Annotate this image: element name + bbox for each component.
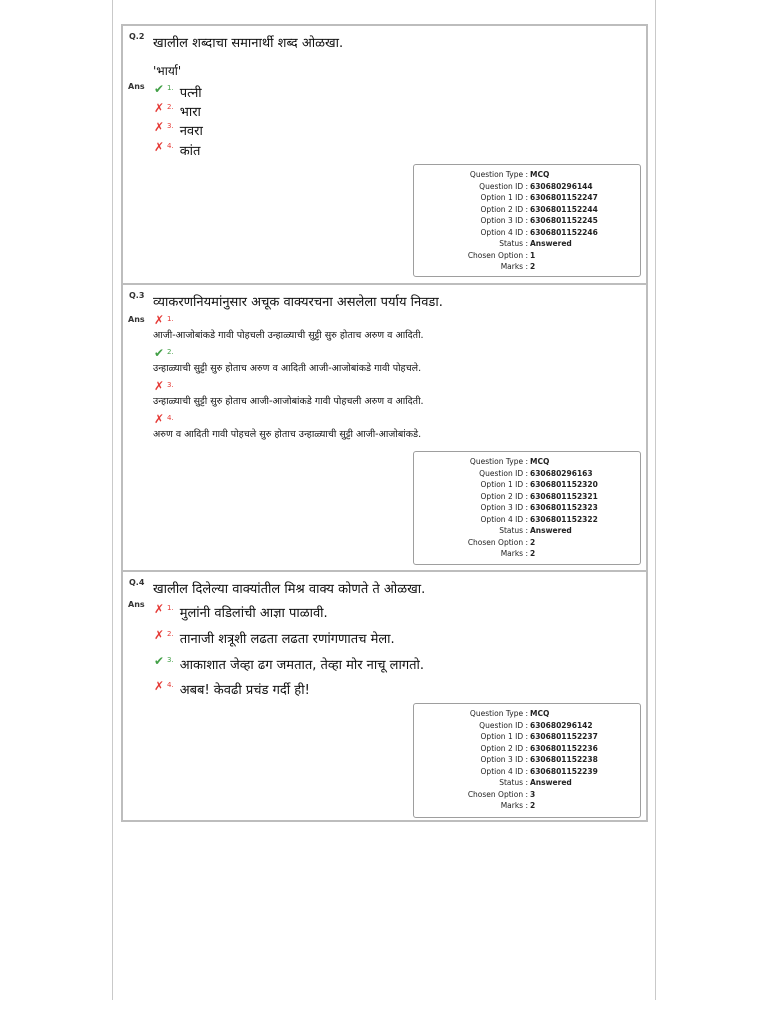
- option-2: [154, 102, 201, 120]
- question-number: Q.2: [129, 32, 145, 41]
- option-text: भारा: [179, 105, 201, 120]
- option-number: 4.: [167, 681, 174, 689]
- option-4-text: अरुण व आदिती गावी पोहचले सुरु होताच उन्हाळ्याची सुट्टी आजी-आजोबांकडे.: [153, 429, 422, 440]
- option-text: पत्नी: [179, 86, 202, 101]
- option-number: 1.: [167, 315, 174, 323]
- option-number: 2.: [167, 103, 174, 111]
- option-2: [154, 629, 395, 647]
- option-number: 4.: [167, 414, 174, 422]
- answer-label: Ans: [128, 82, 145, 91]
- option-1-text: आजी-आजोबांकडे गावी पोहचली उन्हाळ्याची सुट्टी सुरु होताच अरुण व आदिती.: [153, 330, 424, 341]
- cross-icon: ✗: [154, 313, 165, 327]
- option-number: 4.: [167, 142, 174, 150]
- question-info-box: Question Type : MCQ Question ID : 630680296142 Option 1 ID : 6306801152237 Option 2 ID : 6306801152236 Option 3 ID : 6306801152238 Option 4 ID : 6306801152239 Status : Answered Chosen Option : 3 Marks : 2: [413, 703, 641, 818]
- question-text: खालील दिलेल्या वाक्यांतील मिश्र वाक्य कोणते ते ओळखा.: [153, 582, 426, 597]
- option-text: कांत: [179, 144, 201, 159]
- cross-icon: ✗: [154, 140, 165, 154]
- question-block-q4: [121, 570, 648, 822]
- option-number: 2.: [167, 348, 174, 356]
- question-number: Q.4: [129, 578, 145, 587]
- question-block-q3: [121, 283, 648, 570]
- cross-icon: ✗: [154, 379, 165, 393]
- option-number: 3.: [167, 381, 174, 389]
- answer-label: Ans: [128, 600, 145, 609]
- question-block-q2: [121, 24, 648, 283]
- question-text: व्याकरणनियमांनुसार अचूक वाक्यरचना असलेला पर्याय निवडा.: [153, 295, 443, 310]
- option-1: [154, 83, 202, 101]
- check-icon: ✔: [154, 346, 165, 360]
- check-icon: ✔: [154, 654, 165, 668]
- cross-icon: ✗: [154, 628, 165, 642]
- option-4: [154, 141, 200, 159]
- answer-label: Ans: [128, 315, 145, 324]
- page-left-rule: [112, 0, 113, 1000]
- option-3: [154, 655, 424, 673]
- option-4: [154, 680, 310, 698]
- question-info-box: Question Type : MCQ Question ID : 630680296163 Option 1 ID : 6306801152320 Option 2 ID : 6306801152321 Option 3 ID : 6306801152323 Option 4 ID : 6306801152322 Status : Answered Chosen Option : 2 Marks : 2: [413, 451, 641, 565]
- option-3: [154, 121, 203, 139]
- option-text: नवरा: [179, 124, 203, 139]
- cross-icon: ✗: [154, 120, 165, 134]
- option-1-marker: [154, 314, 180, 326]
- option-4-marker: [154, 413, 180, 425]
- option-number: 2.: [167, 630, 174, 638]
- option-2-text: उन्हाळ्याची सुट्टी सुरु होताच अरुण व आदिती आजी-आजोबांकडे गावी पोहचले.: [153, 363, 422, 374]
- cross-icon: ✗: [154, 602, 165, 616]
- cross-icon: ✗: [154, 679, 165, 693]
- option-2-marker: [154, 347, 180, 359]
- cross-icon: ✗: [154, 412, 165, 426]
- option-number: 1.: [167, 84, 174, 92]
- option-number: 1.: [167, 604, 174, 612]
- option-text: तानाजी शत्रूशी लढता लढता रणांगणातच मेला.: [179, 632, 395, 647]
- cross-icon: ✗: [154, 101, 165, 115]
- option-text: अबब! केवढी प्रचंड गर्दी ही!: [179, 683, 310, 698]
- option-number: 3.: [167, 122, 174, 130]
- option-3-text: उन्हाळ्याची सुट्टी सुरु होताच आजी-आजोबांकडे गावी पोहचली अरुण व आदिती.: [153, 396, 424, 407]
- question-number: Q.3: [129, 291, 145, 300]
- page-right-rule: [655, 0, 656, 1000]
- option-text: मुलांनी वडिलांची आज्ञा पाळावी.: [179, 606, 328, 621]
- option-number: 3.: [167, 656, 174, 664]
- question-subtext: 'भार्या': [153, 64, 182, 78]
- option-3-marker: [154, 380, 180, 392]
- option-1: [154, 603, 328, 621]
- question-text: खालील शब्दाचा समानार्थी शब्द ओळखा.: [153, 36, 344, 51]
- check-icon: ✔: [154, 82, 165, 96]
- question-info-box: Question Type : MCQ Question ID : 630680296144 Option 1 ID : 6306801152247 Option 2 ID : 6306801152244 Option 3 ID : 6306801152245 Option 4 ID : 6306801152246 Status : Answered Chosen Option : 1 Marks : 2: [413, 164, 641, 277]
- option-text: आकाशात जेव्हा ढग जमतात, तेव्हा मोर नाचू लागतो.: [179, 658, 425, 673]
